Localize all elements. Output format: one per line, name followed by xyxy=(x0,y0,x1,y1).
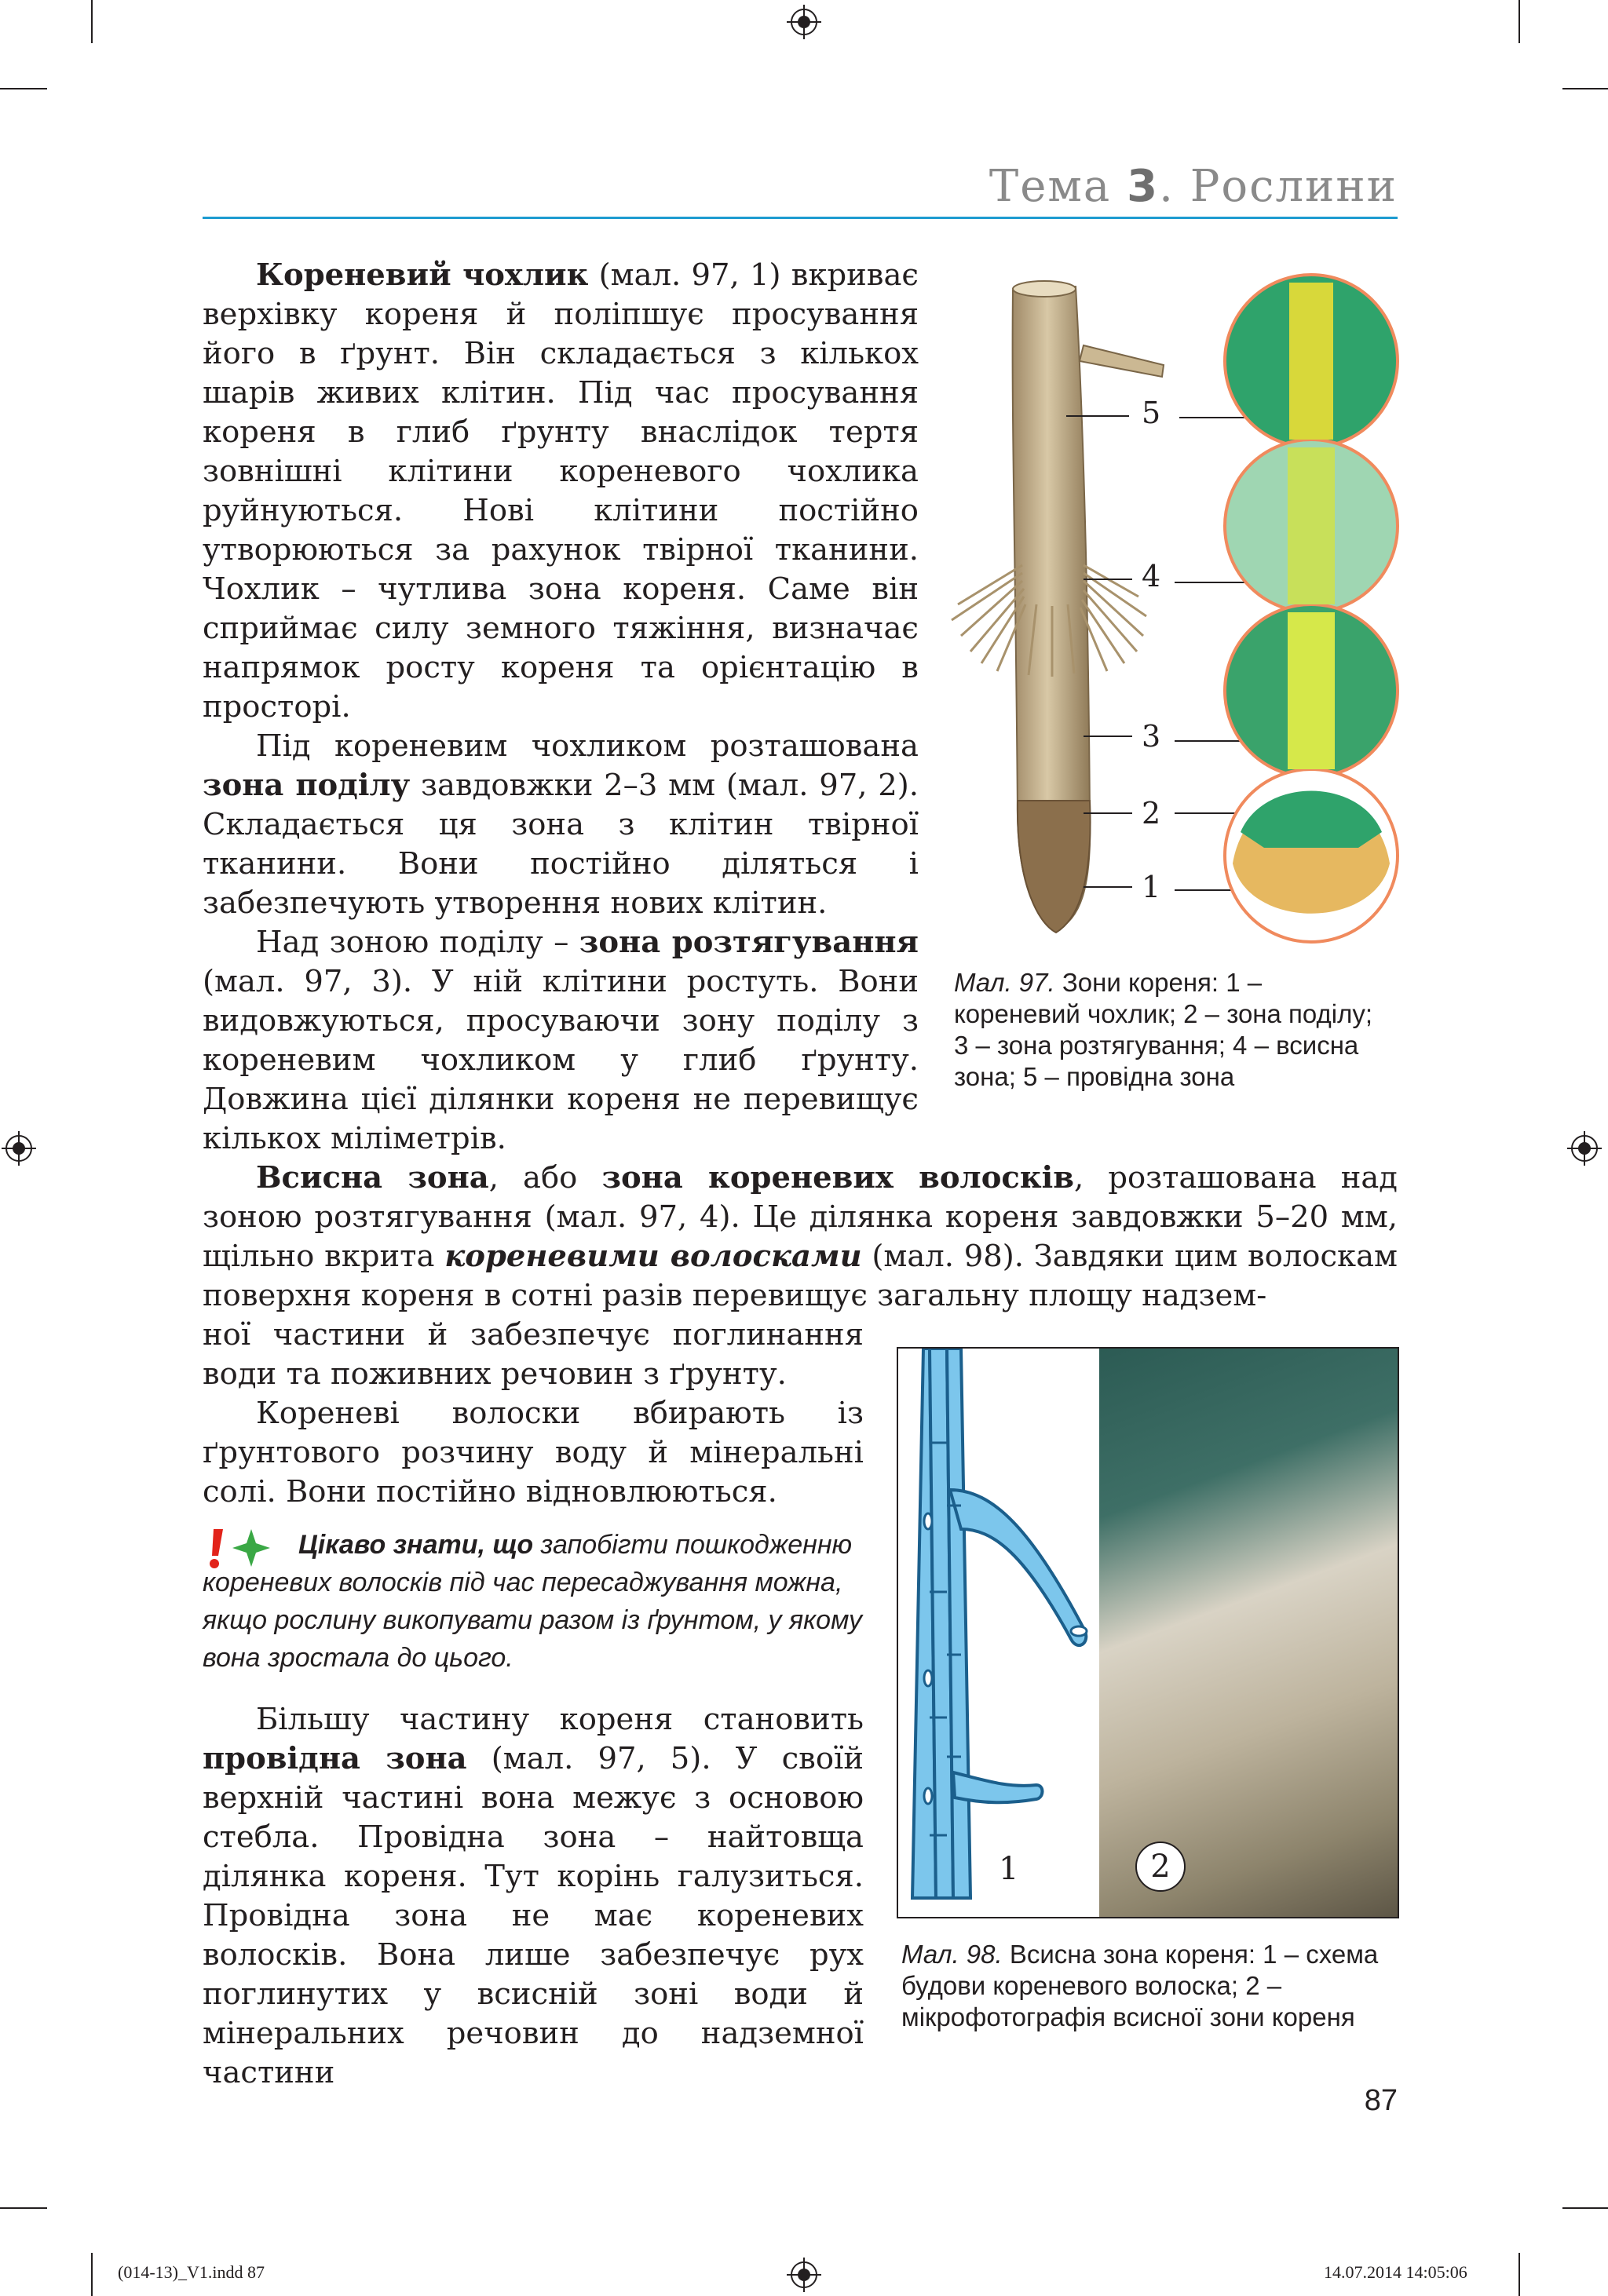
paragraph-text: , або xyxy=(488,1160,602,1195)
paragraph-text: (мал. 97, 5). У своїй верхній частині вона межує з основою стебла. Провідна зона – найтовща ділянка кореня. Тут корінь галузиться. Провідна зона не має кореневих волосків. Вона лише забезпечує рух поглинутих у всисній зоні води й мінеральних речовин до надземної частини xyxy=(203,1741,864,2090)
term-absorption-zone: Всисна зона xyxy=(256,1160,489,1195)
figure-98 xyxy=(897,1347,1399,1918)
figure-97-caption xyxy=(954,967,1390,1093)
figure-97-label-3: 3 xyxy=(1142,719,1161,754)
paragraph-text: Над зоною поділу – xyxy=(256,925,579,960)
interesting-fact-note xyxy=(203,1526,870,1677)
figure-98-panel-label-1: 1 xyxy=(999,1851,1019,1887)
crop-mark xyxy=(1562,88,1608,89)
crop-mark xyxy=(0,88,47,89)
term-elongation-zone: зона розтягування xyxy=(579,925,919,960)
paragraph-text: (мал. 97, 1) вкриває верхівку кореня й поліпшує просування його в ґрунт. Він складається з кількох шарів живих клітин. Під час просування кореня в глиб ґрунту внаслідок тертя зовнішні клітини кореневого чохлика руйнуються. Нові клітини постійно утворюються за рахунок твірної тканини. Чохлик – чутлива зона кореня. Саме він сприймає силу земного тяжіння, визначає напрямок росту кореня та орієнтацію в просторі. xyxy=(203,257,919,725)
slug-left: (014-13)_V1.indd 87 xyxy=(118,2262,265,2282)
term-root-hair-zone: зона кореневих волосків xyxy=(601,1160,1075,1195)
topic-prefix: Тема xyxy=(989,161,1127,212)
figure-97-caption-text: Зони кореня: 1 – кореневий чохлик; 2 – зона поділу; 3 – зона розтягування; 4 – всисна зона; 5 – провідна зона xyxy=(954,968,1373,1091)
crop-mark xyxy=(1518,2253,1520,2296)
paragraph-absorption-zone xyxy=(203,1159,1398,1316)
crop-mark xyxy=(0,2207,47,2209)
registration-mark-icon xyxy=(787,5,821,39)
root-hairs-photo xyxy=(1099,1349,1398,1917)
figure-97-caption-title: Мал. 97. xyxy=(954,968,1055,997)
crop-mark xyxy=(91,0,93,43)
figure-97-label-5: 5 xyxy=(1142,396,1161,430)
topic-suffix: . Рослини xyxy=(1159,161,1398,212)
paragraph-text: ної частини й забезпечує поглинання води та поживних речовин з ґрунту. xyxy=(203,1317,864,1392)
term-conducting-zone: провідна зона xyxy=(203,1741,467,1776)
term-root-cap: Кореневий чохлик xyxy=(256,257,589,293)
note-lead: Цікаво знати, що xyxy=(298,1530,534,1560)
paragraph-text: завдовжки 2–3 мм (мал. 97, 2). Складається ця зона з клітин твірної тканини. Вони постійно діляться і забезпечують утворення нових клітин. xyxy=(203,768,919,921)
term-division-zone: зона поділу xyxy=(203,768,411,803)
paragraph-text: (мал. 97, 3). У ній клітини ростуть. Вони видовжуються, просуваючи зону поділу з кореневим чохликом у глиб ґрунту. Довжина цієї ділянки кореня не перевищує кількох міліметрів. xyxy=(203,964,919,1156)
paragraph-division-zone xyxy=(203,727,919,923)
registration-mark-icon xyxy=(2,1131,36,1166)
crop-mark xyxy=(91,2253,93,2296)
paragraph-continuation xyxy=(203,1316,864,1394)
figure-97-label-4: 4 xyxy=(1142,559,1161,593)
registration-mark-icon xyxy=(787,2258,821,2292)
paragraph-text: (мал. 98). Завдяки цим волоскам поверхня кореня в сотні разів перевищує загальну площу надзем- xyxy=(203,1239,1398,1313)
paragraph-root-cap xyxy=(203,256,919,727)
paragraph-text: , розташована над зоною розтягування (мал. 97, 4). Це ділянка кореня завдовжки 5–20 мм, щільно вкрита xyxy=(203,1160,1398,1274)
body-column-bottom xyxy=(203,1700,864,2093)
figure-98-caption-text: Всисна зона кореня: 1 – схема будови кореневого волоска; 2 – мікрофотографія всисної зони кореня xyxy=(901,1940,1379,2031)
paragraph-conducting-zone xyxy=(203,1700,864,2093)
figure-98-caption xyxy=(901,1939,1404,2033)
header-rule xyxy=(203,217,1398,219)
slug-right: 14.07.2014 14:05:06 xyxy=(1324,2262,1467,2282)
body-column-top xyxy=(203,256,919,1159)
root-hair-schema xyxy=(898,1349,1099,1917)
paragraph-elongation-zone xyxy=(203,923,919,1159)
paragraph-text: Під кореневим чохликом розташована xyxy=(256,728,919,764)
figure-97-label-2: 2 xyxy=(1142,796,1161,830)
figure-97-label-1: 1 xyxy=(1142,870,1161,904)
crop-mark xyxy=(1562,2207,1608,2209)
figure-98-panel-label-2: 2 xyxy=(1135,1842,1186,1892)
body-full-width xyxy=(203,1159,1398,1316)
paragraph-text: Більшу частину кореня становить xyxy=(256,1702,864,1737)
paragraph-root-hairs xyxy=(203,1394,864,1512)
registration-mark-icon xyxy=(1567,1131,1602,1166)
note-text: запобігти пошкодженню кореневих волосків під час пересаджування можна, якщо рослину викопувати разом із ґрунтом, у якому вона зростала до цього. xyxy=(203,1530,863,1673)
crop-mark xyxy=(1518,0,1520,43)
paragraph-text: Кореневі волоски вбирають із ґрунтового розчину воду й мінеральні солі. Вони постійно відновлюються. xyxy=(203,1396,864,1509)
figure-98-caption-title: Мал. 98. xyxy=(901,1940,1003,1969)
figure-97-root-zones xyxy=(950,267,1413,950)
body-column-mid xyxy=(203,1316,864,1512)
topic-number: 3 xyxy=(1127,161,1160,212)
term-root-hairs: кореневими волосками xyxy=(444,1239,862,1274)
running-header xyxy=(942,161,1398,216)
page-number: 87 xyxy=(1364,2084,1398,2117)
